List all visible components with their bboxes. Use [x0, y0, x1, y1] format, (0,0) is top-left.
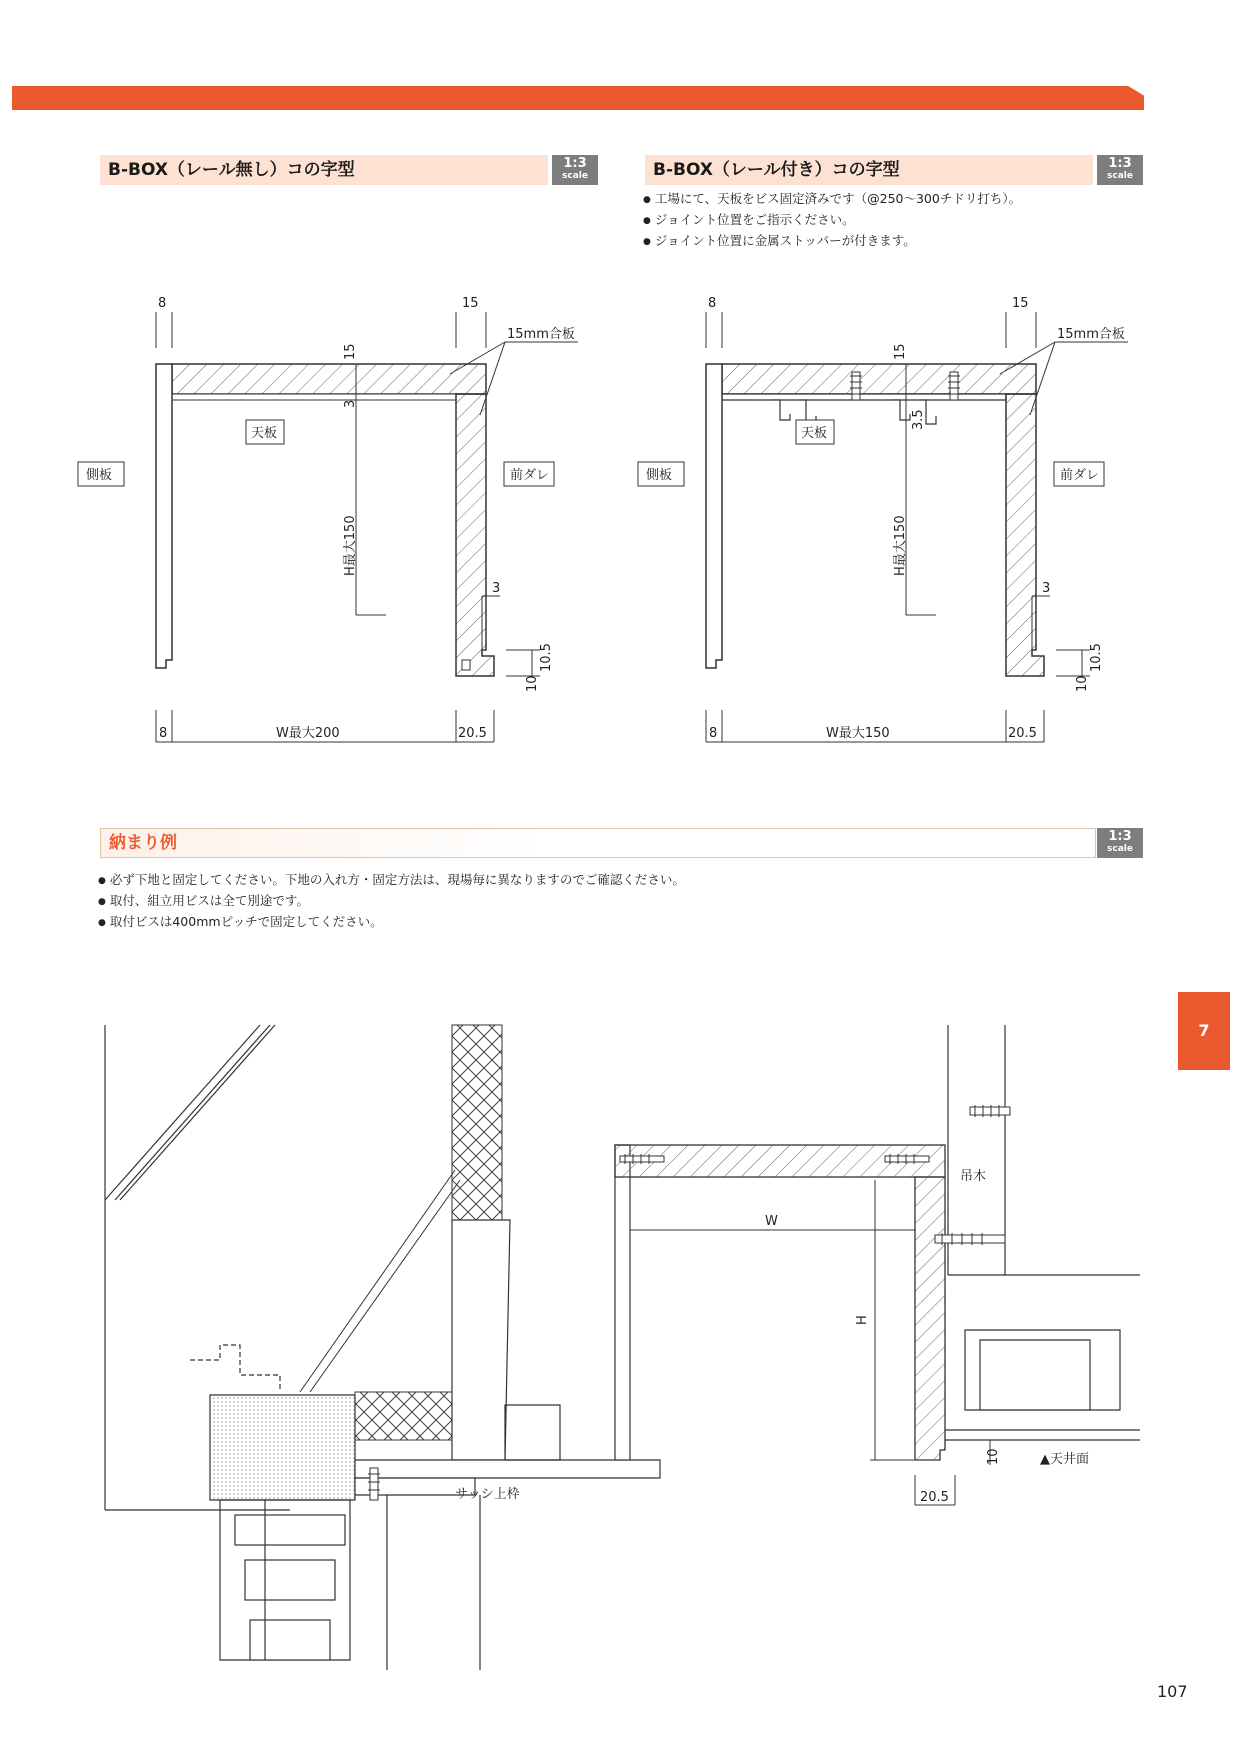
label-sash-head: サッシ上枠 — [455, 1487, 520, 1502]
dim-width: W — [765, 1214, 778, 1229]
dim-bottom-b: 10 — [1075, 675, 1090, 692]
dim-front-width: 20.5 — [920, 1490, 949, 1505]
bbox-side-board — [615, 1145, 630, 1460]
dim-side-top — [156, 312, 486, 348]
note-item: ● 取付、組立用ビスは全て別途です。 — [98, 891, 685, 912]
top-board — [172, 364, 486, 394]
dim-side-thickness: 8 — [158, 296, 167, 311]
label-side-board: 側板 — [646, 468, 673, 483]
dim-bottom: 10 — [986, 1448, 1001, 1465]
scale-badge — [1097, 155, 1143, 185]
drawing-box-with-rail — [620, 280, 1140, 760]
scale-badge — [1097, 828, 1143, 858]
label-side-board: 側板 — [86, 468, 113, 483]
drawing-box-no-rail — [70, 280, 590, 760]
wall-insulation — [452, 1025, 502, 1220]
label-top-board: 天板 — [801, 426, 828, 441]
scale-ratio: 1:3 — [563, 156, 587, 171]
section-title: 納まり例 — [109, 833, 177, 853]
scale-word: scale — [1107, 171, 1133, 181]
dim-front-thickness: 15 — [462, 296, 479, 311]
wall-column — [452, 1220, 510, 1460]
section-title: B-BOX（レール付き）コの字型 — [653, 160, 900, 180]
dim-front-gap: 3 — [492, 581, 501, 596]
dim-width-side: 8 — [709, 726, 718, 741]
note-item: ● ジョイント位置に金属ストッパーが付きます。 — [643, 231, 1021, 252]
label-ceiling: ▲天井面 — [1040, 1452, 1089, 1467]
note-item: ● 取付ビスは400mmピッチで固定してください。 — [98, 912, 685, 933]
front-board — [456, 394, 494, 676]
screw-icon — [935, 1233, 1005, 1245]
screw-icon — [948, 372, 960, 400]
wall-insulation — [355, 1392, 455, 1440]
screw-icon — [970, 1105, 1010, 1117]
dim-side-thickness: 8 — [708, 296, 717, 311]
front-board — [1006, 394, 1044, 676]
scale-ratio: 1:3 — [1108, 156, 1132, 171]
label-front-board: 前ダレ — [1060, 468, 1100, 483]
drawing-installation-example — [100, 1020, 1140, 1670]
section-header-installation — [100, 828, 1096, 858]
dim-height: H最大150 — [343, 515, 358, 576]
note-item: ● 工場にて、天板をビス固定済みです（@250～300チドリ打ち）。 — [643, 189, 1021, 210]
side-board — [156, 364, 172, 668]
header-band — [12, 86, 1144, 110]
bbox-front-board — [915, 1177, 945, 1460]
dim-width: W最大200 — [276, 726, 340, 741]
label-front-board: 前ダレ — [510, 468, 550, 483]
ceiling-rail — [945, 1330, 1140, 1440]
dim-width-front: 20.5 — [458, 726, 487, 741]
label-hanger-wood: 吊木 — [960, 1169, 987, 1184]
dim-top-thickness: 15 — [893, 343, 908, 360]
dim-height: H最大150 — [893, 515, 908, 576]
dim-top-thickness: 15 — [343, 343, 358, 360]
section-header-with-rail — [645, 155, 1093, 185]
dim-width-front: 20.5 — [1008, 726, 1037, 741]
dim-front-gap: 3 — [1042, 581, 1051, 596]
note-item: ● 必ず下地と固定してください。下地の入れ方・固定方法は、現場毎に異なりますのでご確認ください。 — [98, 870, 685, 891]
dim-gap: 3 — [343, 399, 358, 408]
plywood-label: 15mm合板 — [1057, 327, 1125, 342]
dim-width: W最大150 — [826, 726, 890, 741]
scale-word: scale — [562, 171, 588, 181]
section2-notes — [643, 189, 1021, 252]
section3-notes — [98, 870, 685, 933]
dim-bottom-b: 10 — [525, 675, 540, 692]
dim-rail: 3.5 — [911, 409, 926, 430]
note-item: ● ジョイント位置をご指示ください。 — [643, 210, 1021, 231]
dim-bottom-a: 10.5 — [539, 643, 554, 672]
section-title: B-BOX（レール無し）コの字型 — [108, 160, 355, 180]
screw-icon — [620, 1154, 664, 1164]
dim-width-side: 8 — [159, 726, 168, 741]
dim-height: H — [855, 1315, 870, 1325]
sash-head — [355, 1405, 660, 1670]
plywood-label: 15mm合板 — [507, 327, 575, 342]
page-number: 107 — [1157, 1682, 1188, 1701]
top-board — [722, 364, 1036, 394]
sash-frame — [190, 1345, 355, 1660]
section-header-no-rail — [100, 155, 548, 185]
side-board — [706, 364, 722, 668]
dim-bottom-a: 10.5 — [1089, 643, 1104, 672]
chapter-tab[interactable]: 7 — [1178, 992, 1230, 1070]
curtain-rail — [722, 394, 1006, 424]
screw-icon — [850, 372, 862, 400]
scale-ratio: 1:3 — [1108, 829, 1132, 844]
scale-word: scale — [1107, 844, 1133, 854]
dim-front-thickness: 15 — [1012, 296, 1029, 311]
scale-badge — [552, 155, 598, 185]
screw-icon — [368, 1468, 380, 1500]
screw-icon — [885, 1154, 929, 1164]
gap-line — [172, 394, 456, 400]
label-top-board: 天板 — [251, 426, 278, 441]
